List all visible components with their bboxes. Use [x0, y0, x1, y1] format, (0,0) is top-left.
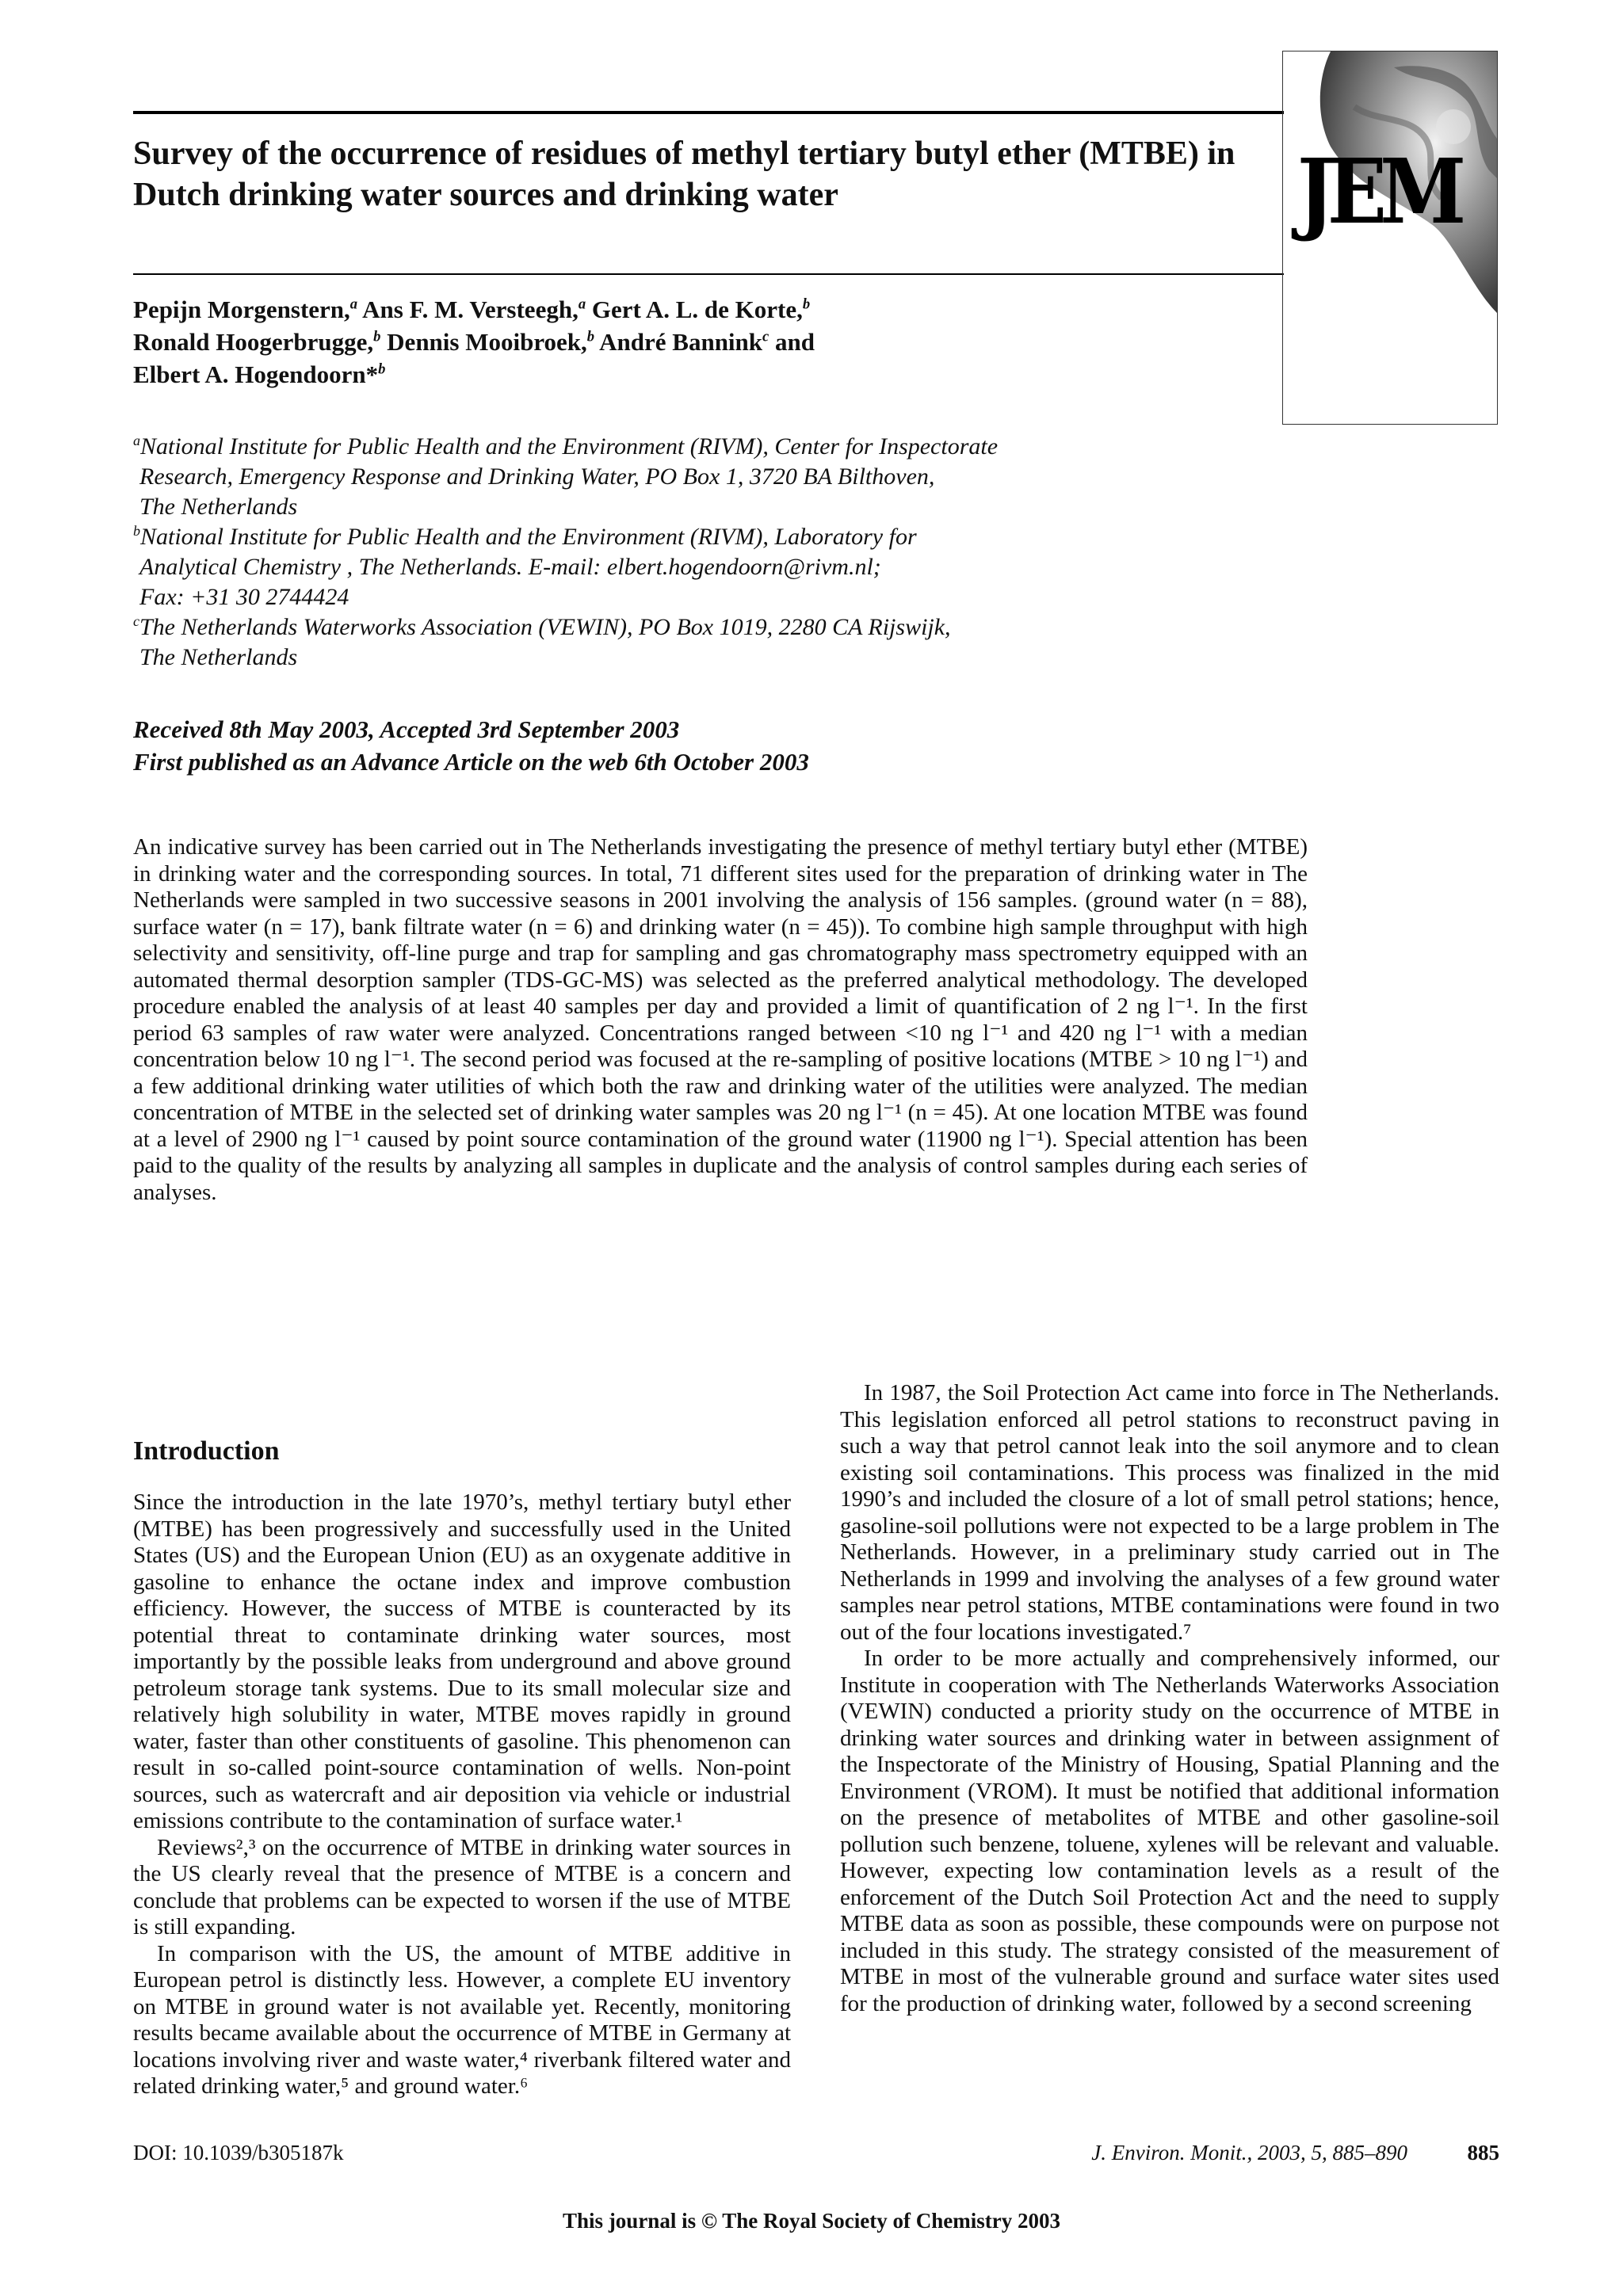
- affiliations: [133, 432, 1322, 673]
- page-number: 885: [1467, 2141, 1499, 2164]
- author-conjunction: and: [775, 328, 815, 356]
- paragraph: Since the introduction in the late 1970’s, methyl tertiary butyl ether (MTBE) has been progressively and successfully used in the United States (US) and the European Union (EU) as an oxygenate additive in gasoline to enhance the octane index and improve combustion efficiency. However, the success of MTBE is counteracted by its potential threat to contaminate drinking water sources, most importantly by the possible leaks from underground and above ground petroleum storage tank systems. Due to its small molecular size and relatively high solubility in water, MTBE moves rapidly in ground water, faster than other constituents of gasoline. This phenomenon can result in so-called point-source contamination of wells. Non-point sources, such as watercraft and air deposition via vehicle or industrial emissions contribute to the contamination of surface water.¹: [133, 1489, 791, 1833]
- publication-dates: [133, 713, 1322, 778]
- author: Elbert A. Hogendoorn*$^b$: [133, 360, 386, 388]
- title-bottom-rule: [133, 273, 1284, 275]
- received-date: Received 8th May 2003, Accepted 3rd September 2003: [133, 715, 680, 743]
- paragraph: In 1987, the Soil Protection Act came into force in The Netherlands. This legislation enforced all petrol stations to reconstruct paving in such a way that petrol cannot leak into the soil anymore and to clean existing soil contaminations. This process was finalized in the mid 1990’s and included the closure of a lot of small petrol stations; hence, gasoline-soil pollutions were not expected to be a large problem in The Netherlands. However, in a preliminary study carried out in The Netherlands in 1999 and involving the analyses of a few ground water samples near petrol stations, MTBE contaminations were found in two out of the four locations investigated.⁷: [840, 1380, 1499, 1645]
- journal-logo: [1282, 51, 1498, 425]
- author: Gert A. L. de Korte,$^b$: [591, 296, 811, 323]
- author: Ronald Hoogerbrugge,$^b$: [133, 328, 381, 356]
- left-column: [133, 1436, 791, 2100]
- abstract: An indicative survey has been carried out in The Netherlands investigating the presence of methyl tertiary butyl ether (MTBE) in drinking water and the corresponding sources. In total, 71 different sites used for the preparation of drinking water in The Netherlands were sampled in two successive seasons in 2001 involving the analysis of 156 samples. (ground water (n = 88), surface water (n = 17), bank filtrate water (n = 6) and drinking water (n = 45)). To combine high sample throughput with high selectivity and sensitivity, off-line purge and trap for sampling and gas chromatography mass spectrometry equipped with an automated thermal desorption sampler (TDS-GC-MS) was selected as the preferred analytical methodology. The developed procedure enabled the analysis of at least 40 samples per day and provided a limit of quantification of 2 ng l⁻¹. In the first period 63 samples of raw water were analyzed. Concentrations ranged between <10 ng l⁻¹ and 420 ng l⁻¹ with a median concentration below 10 ng l⁻¹. The second period was focused at the re-sampling of positive locations (MTBE > 10 ng l⁻¹) and a few additional drinking water utilities of which both the raw and drinking water of the utilities were analyzed. The median concentration of MTBE in the selected set of drinking water samples was 20 ng l⁻¹ (n = 45). At one location MTBE was found at a level of 2900 ng l⁻¹ caused by point source contamination of the ground water (11900 ng l⁻¹). Special attention has been paid to the quality of the results by analyzing all samples in duplicate and the analysis of control samples during each series of analyses.: [133, 834, 1308, 1205]
- copyright-line: This journal is © The Royal Society of Chemistry 2003: [563, 2209, 1060, 2233]
- author: Pepijn Morgenstern,$^a$: [133, 296, 358, 323]
- paragraph: Reviews²,³ on the occurrence of MTBE in drinking water sources in the US clearly reveal that the presence of MTBE is a concern and conclude that problems can be expected to worsen if the use of MTBE is still expanding.: [133, 1834, 791, 1939]
- article-title: Survey of the occurrence of residues of methyl tertiary butyl ether (MTBE) in Dutch drinking water sources and drinking water: [133, 135, 1235, 213]
- paragraph: In order to be more actually and comprehensively informed, our Institute in cooperation with The Netherlands Waterworks Association (VEWIN) conducted a priority study on the occurrence of MTBE in drinking water sources and drinking water in between assignment of the Inspectorate of the Ministry of Housing, Spatial Planning and the Environment (VROM). It must be notified that additional information on the presence of metabolites of MTBE and other gasoline-soil pollution such benzene, toluene, xylenes will be relevant and valuable. However, expecting low contamination levels as a result of the enforcement of the Dutch Soil Protection Act and the need to supply MTBE data as soon as possible, these compounds were on purpose not included in this study. The strategy consisted of the measurement of MTBE in most of the vulnerable ground and surface water sites used for the production of drinking water, followed by a second screening: [840, 1646, 1499, 2016]
- author-list: [133, 293, 1243, 391]
- paragraph: In comparison with the US, the amount of MTBE additive in European petrol is distinctly less. However, a complete EU inventory on MTBE in ground water is not available yet. Recently, monitoring results became available about the occurrence of MTBE in Germany at locations involving river and waste water,⁴ riverbank filtered water and related drinking water,⁵ and ground water.⁶: [133, 1940, 791, 2099]
- top-rule: [133, 111, 1284, 114]
- affiliation: $^a$National Institute for Public Health and the Environment (RIVM), Center for Inspectorate Research, Emergency Response and Drinking Water, PO Box 1, 3720 BA Bilthoven, The Netherlands: [133, 433, 999, 520]
- author: Ans F. M. Versteegh,$^a$: [362, 296, 586, 323]
- author: André Bannink$^c$: [599, 328, 769, 356]
- journal-logo-text: JEM: [1297, 140, 1460, 244]
- first-published-date: First published as an Advance Article on the web 6th October 2003: [133, 748, 809, 776]
- doi: DOI: 10.1039/b305187k: [133, 2141, 344, 2164]
- journal-citation: J. Environ. Monit., 2003, 5, 885–890: [1091, 2141, 1407, 2164]
- section-heading-introduction: Introduction: [133, 1436, 280, 1466]
- affiliation: $^b$National Institute for Public Health and the Environment (RIVM), Laboratory for Analytical Chemistry , The Netherlands. E-mail: elbert.hogendoorn@rivm.nl; Fax: +31 30 2744424: [133, 523, 917, 610]
- author: Dennis Mooibroek,$^b$: [387, 328, 595, 356]
- right-column: [840, 1380, 1499, 2017]
- affiliation: $^c$The Netherlands Waterworks Association (VEWIN), PO Box 1019, 2280 CA Rijswijk, The Netherlands: [133, 613, 951, 670]
